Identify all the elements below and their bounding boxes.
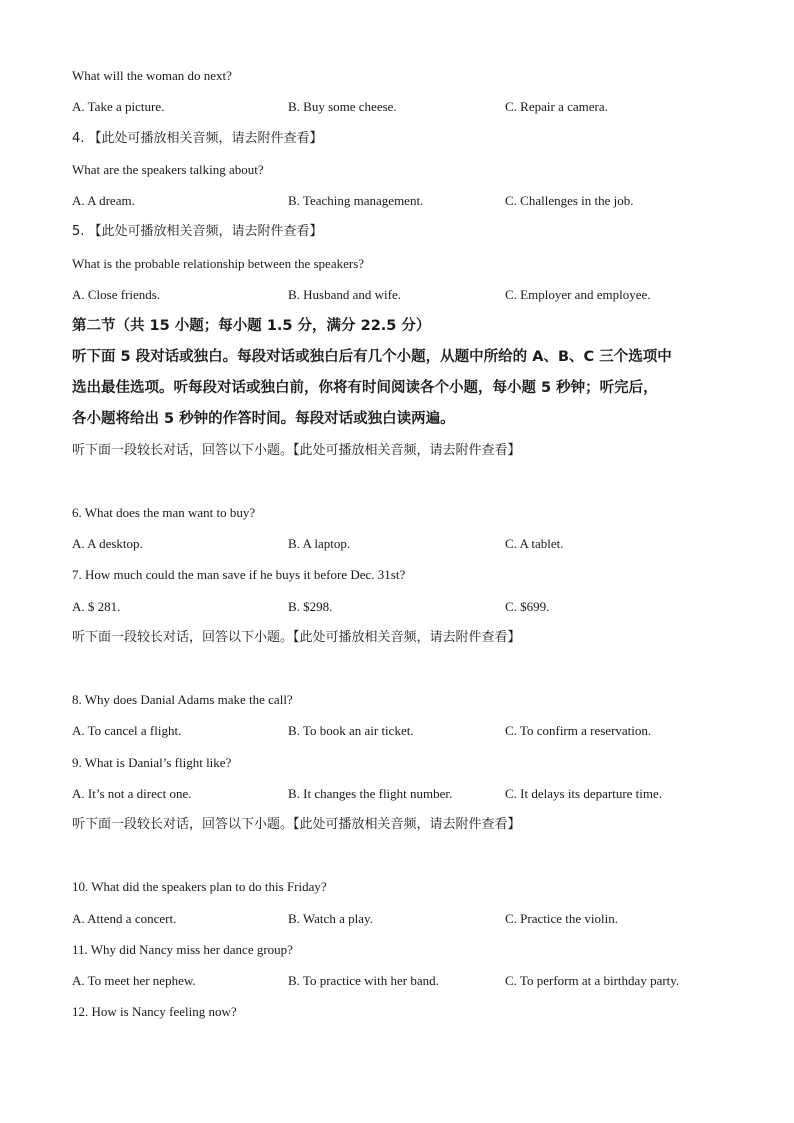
section-2-instruction-line-1: 听下面 5 段对话或独白。每段对话或独白后有几个小题，从题中所给的 A、B、C 三个选项中 <box>72 349 672 365</box>
option-b: B. A laptop. <box>288 536 351 551</box>
question-3-options <box>72 99 752 115</box>
option-a: A. To cancel a flight. <box>72 723 182 738</box>
dialog-2-intro[interactable]: 听下面一段较长对话，回答以下小题。【此处可播放相关音频，请去附件查看】 <box>72 630 521 645</box>
question-6-options <box>72 536 752 552</box>
option-a: A. A desktop. <box>72 536 143 551</box>
section-2-instruction-line-3: 各小题将给出 5 秒钟的作答时间。每段对话或独白读两遍。 <box>72 411 455 427</box>
question-5-text: What is the probable relationship between the speakers? <box>72 256 365 271</box>
question-5-options <box>72 287 752 303</box>
question-7-text: 7. How much could the man save if he buys it before Dec. 31st? <box>72 567 406 582</box>
option-b: B. Watch a play. <box>288 911 373 926</box>
question-4-text: What are the speakers talking about? <box>72 162 264 177</box>
section-2-title: 第二节（共 15 小题；每小题 1.5 分，满分 22.5 分） <box>72 318 431 334</box>
option-b: B. Husband and wife. <box>288 287 402 302</box>
question-11-text: 11. Why did Nancy miss her dance group? <box>72 942 293 957</box>
option-a: A. Close friends. <box>72 287 161 302</box>
question-9-text: 9. What is Danial’s flight like? <box>72 755 232 770</box>
option-a: A. To meet her nephew. <box>72 973 196 988</box>
option-b: B. Buy some cheese. <box>288 99 397 114</box>
section-2-instruction-line-2: 选出最佳选项。听每段对话或独白前，你将有时间阅读各个小题，每小题 5 秒钟；听完后， <box>72 380 658 396</box>
option-c: C. It delays its departure time. <box>505 786 663 801</box>
option-a: A. A dream. <box>72 193 135 208</box>
question-8-options <box>72 723 752 739</box>
question-4-options <box>72 193 752 209</box>
question-7-options <box>72 599 752 615</box>
option-b: B. To practice with her band. <box>288 973 439 988</box>
option-a: A. Take a picture. <box>72 99 165 114</box>
option-c: C. Practice the violin. <box>505 911 619 926</box>
question-11-options <box>72 973 752 989</box>
question-9-options <box>72 786 752 802</box>
option-c: C. To confirm a reservation. <box>505 723 652 738</box>
option-a: A. $ 281. <box>72 599 121 614</box>
question-6-text: 6. What does the man want to buy? <box>72 505 256 520</box>
option-b: B. To book an air ticket. <box>288 723 414 738</box>
question-10-text: 10. What did the speakers plan to do this Friday? <box>72 879 327 894</box>
question-5-audio-header[interactable]: 5. 【此处可播放相关音频，请去附件查看】 <box>72 224 323 239</box>
option-c: C. A tablet. <box>505 536 564 551</box>
option-c: C. To perform at a birthday party. <box>505 973 680 988</box>
option-b: B. It changes the flight number. <box>288 786 453 801</box>
option-c: C. Employer and employee. <box>505 287 651 302</box>
option-a: A. It’s not a direct one. <box>72 786 192 801</box>
option-b: B. Teaching management. <box>288 193 424 208</box>
question-12-text: 12. How is Nancy feeling now? <box>72 1004 237 1019</box>
dialog-1-intro[interactable]: 听下面一段较长对话，回答以下小题。【此处可播放相关音频，请去附件查看】 <box>72 443 521 458</box>
question-8-text: 8. Why does Danial Adams make the call? <box>72 692 293 707</box>
question-4-audio-header[interactable]: 4. 【此处可播放相关音频，请去附件查看】 <box>72 131 323 146</box>
question-10-options <box>72 911 752 927</box>
question-3-text: What will the woman do next? <box>72 68 232 83</box>
option-a: A. Attend a concert. <box>72 911 177 926</box>
option-c: C. Repair a camera. <box>505 99 608 114</box>
option-c: C. Challenges in the job. <box>505 193 634 208</box>
option-c: C. $699. <box>505 599 550 614</box>
dialog-3-intro[interactable]: 听下面一段较长对话，回答以下小题。【此处可播放相关音频，请去附件查看】 <box>72 817 521 832</box>
option-b: B. $298. <box>288 599 333 614</box>
